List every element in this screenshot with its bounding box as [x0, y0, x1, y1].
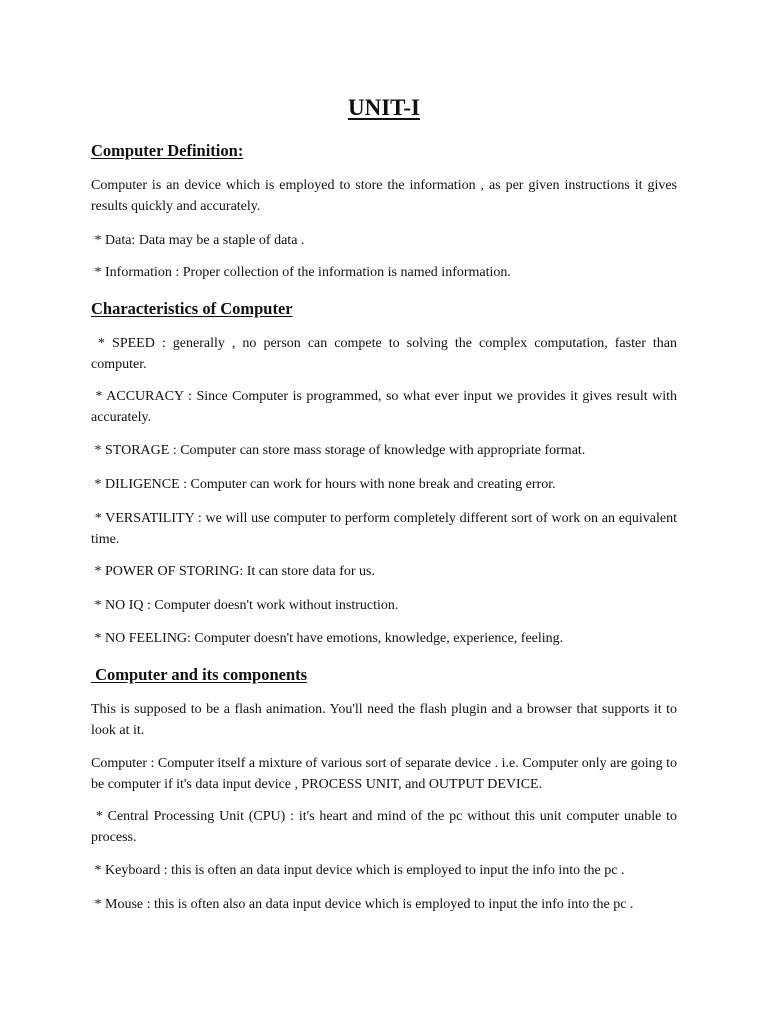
paragraph: * SPEED : generally , no person can compete to solving the complex computation, faster than computer. — [91, 336, 681, 372]
paragraph: * Data: Data may be a staple of data . — [91, 233, 305, 248]
paragraph: Computer : Computer itself a mixture of various sort of separate device . i.e. Computer only are going to be computer if it's data input device , PROCESS UNIT, and OUTPUT DEVICE. — [91, 756, 681, 792]
paragraph: * STORAGE : Computer can store mass storage of knowledge with appropriate format. — [91, 443, 586, 458]
section-heading-components: Computer and its components — [91, 665, 308, 684]
paragraph: * Keyboard : this is often an data input device which is employed to input the info into the pc . — [91, 863, 625, 878]
paragraph: * ACCURACY : Since Computer is programmed, so what ever input we provides it gives result with accurately. — [91, 389, 681, 425]
paragraph: * Mouse : this is often also an data input device which is employed to input the info into the pc . — [91, 897, 634, 912]
paragraph: * DILIGENCE : Computer can work for hours with none break and creating error. — [91, 477, 556, 492]
page-title: UNIT-I — [347, 95, 420, 120]
paragraph: * Central Processing Unit (CPU) : it's heart and mind of the pc without this unit computer unable to process. — [91, 809, 681, 845]
paragraph: * POWER OF STORING: It can store data for us. — [91, 564, 375, 579]
paragraph: * Information : Proper collection of the information is named information. — [91, 265, 511, 280]
paragraph: Computer is an device which is employed to store the information , as per given instructions it gives results quickly and accurately. — [91, 178, 681, 214]
paragraph: * NO FEELING: Computer doesn't have emotions, knowledge, experience, feeling. — [91, 631, 564, 646]
paragraph: This is supposed to be a flash animation. You'll need the flash plugin and a browser that supports it to look at it. — [91, 702, 681, 738]
section-heading-computer-definition: Computer Definition: — [91, 141, 244, 160]
paragraph: * VERSATILITY : we will use computer to perform completely different sort of work on an equivalent time. — [91, 511, 681, 547]
paragraph: * NO IQ : Computer doesn't work without instruction. — [91, 598, 399, 613]
section-heading-characteristics: Characteristics of Computer — [91, 299, 293, 318]
